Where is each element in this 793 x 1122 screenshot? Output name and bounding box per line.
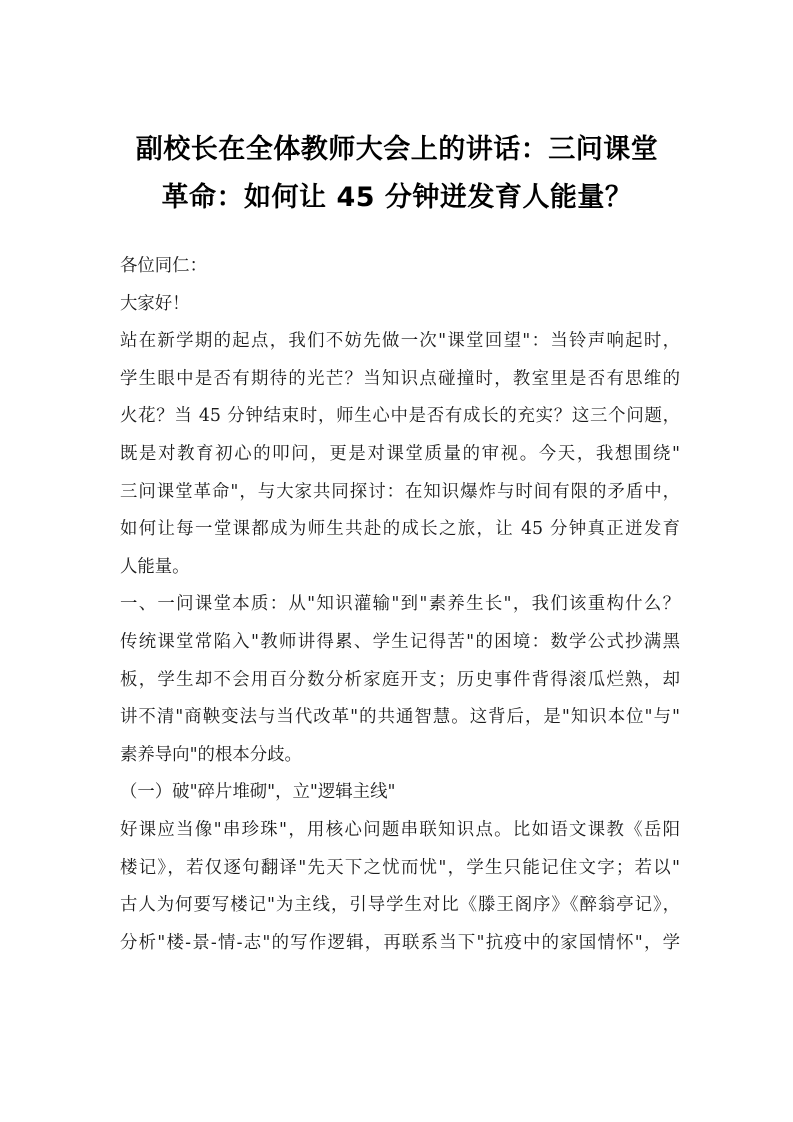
body-line: 分析"楼-景-情-志"的写作逻辑，再联系当下"抗疫中的家国情怀"，学 xyxy=(120,932,680,953)
body-line: 火花？当 45 分钟结束时，师生心中是否有成长的充实？这三个问题， xyxy=(120,406,680,427)
body-line: 好课应当像"串珍珠"，用核心问题串联知识点。比如语文课教《岳阳 xyxy=(120,819,680,840)
document-title xyxy=(112,126,682,222)
subsection-heading-1: （一）破"碎片堆砌"，立"逻辑主线" xyxy=(120,782,396,803)
body-line: 三问课堂革命"，与大家共同探讨：在知识爆炸与时间有限的矛盾中， xyxy=(120,481,680,502)
body-line: 站在新学期的起点，我们不妨先做一次"课堂回望"：当铃声响起时， xyxy=(120,331,680,352)
body-line: 素养导向"的根本分歧。 xyxy=(120,744,302,765)
body-line: 传统课堂常陷入"教师讲得累、学生记得苦"的困境：数学公式抄满黑 xyxy=(120,631,680,652)
body-line: 人能量。 xyxy=(120,556,190,577)
title-line-1: 副校长在全体教师大会上的讲话：三问课堂 xyxy=(135,134,659,165)
body-line: 讲不清"商鞅变法与当代改革"的共通智慧。这背后，是"知识本位"与" xyxy=(120,707,680,728)
salutation: 各位同仁： xyxy=(120,256,207,276)
section-heading-1: 一、一问课堂本质：从"知识灌输"到"素养生长"，我们该重构什么？ xyxy=(120,594,680,615)
body-line: 楼记》，若仅逐句翻译"先天下之忧而忧"，学生只能记住文字；若以" xyxy=(120,857,680,878)
document-body xyxy=(120,248,680,962)
body-line: 学生眼中是否有期待的光芒？当知识点碰撞时，教室里是否有思维的 xyxy=(120,368,680,389)
body-line: 既是对教育初心的叩问，更是对课堂质量的审视。今天，我想围绕" xyxy=(120,443,680,464)
body-line: 板，学生却不会用百分数分析家庭开支；历史事件背得滚瓜烂熟，却 xyxy=(120,669,680,690)
greeting: 大家好！ xyxy=(120,293,190,314)
body-line: 古人为何要写楼记"为主线，引导学生对比《滕王阁序》《醉翁亭记》， xyxy=(120,895,680,916)
body-line: 如何让每一堂课都成为师生共赴的成长之旅，让 45 分钟真正迸发育 xyxy=(120,519,680,540)
title-line-2: 革命：如何让 45 分钟迸发育人能量？ xyxy=(161,182,633,213)
